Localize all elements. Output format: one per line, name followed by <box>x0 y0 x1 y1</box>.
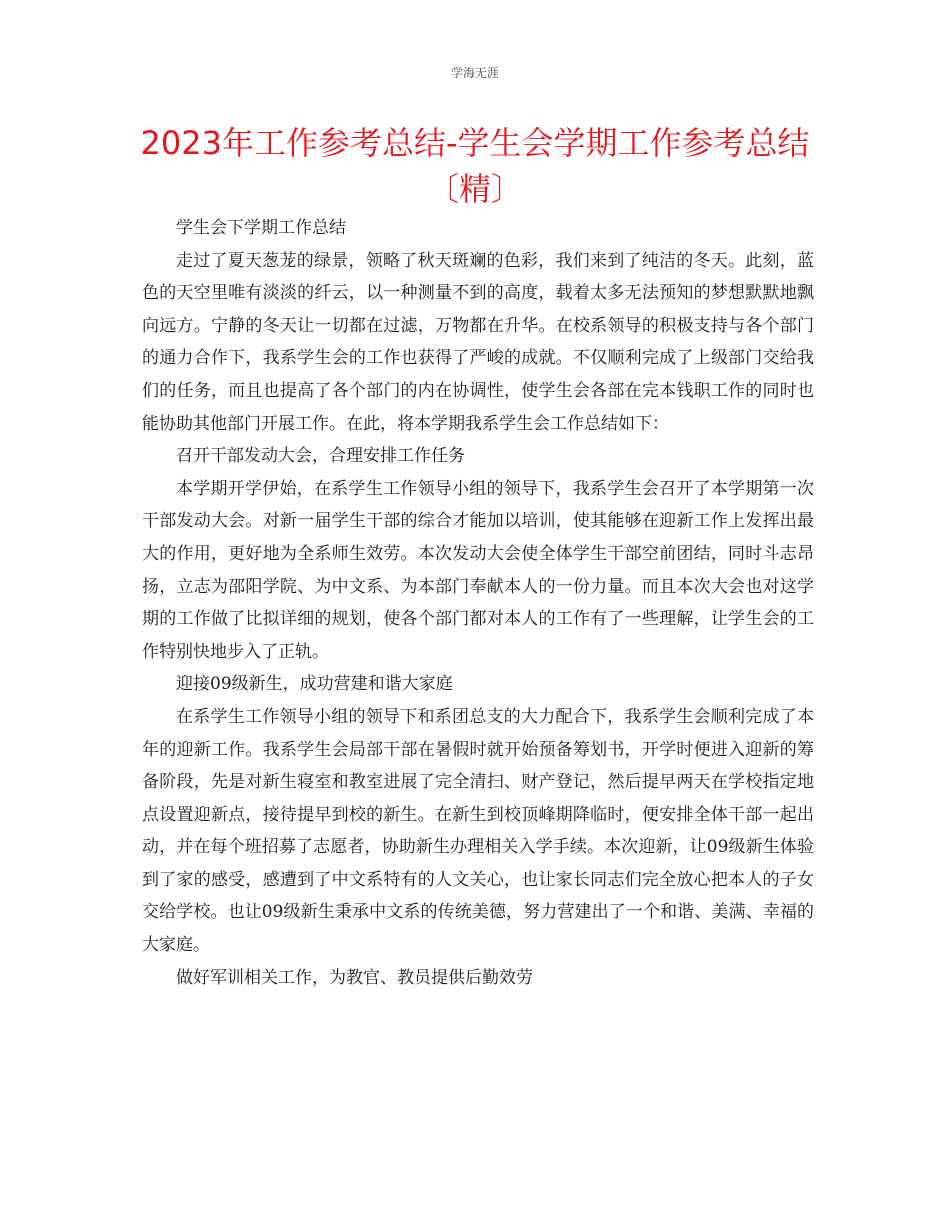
section-heading: 做好军训相关工作，为教官、教员提供后勤效劳 <box>176 967 533 988</box>
section-heading: 学生会下学期工作总结 <box>176 218 346 238</box>
document-title: 2023年工作参考总结-学生会学期工作参考总结〔精〕 <box>140 124 810 208</box>
page-header-note: 学海无涯 <box>450 66 499 80</box>
section-heading: 召开干部发动大会，合理安排工作任务 <box>176 446 465 467</box>
body-paragraph: 走过了夏天葱茏的绿景，领略了秋天斑斓的色彩，我们来到了纯洁的冬天。此刻，蓝色的天空里唯有淡淡的纤云，以一种测量不到的高度，载着太多无法预知的梦想默默地飘向远方。宁静的冬天让一切都在过滤，万物都在升华。在校系领导的积极支持与各个部门的通力合作下，我系学生会的工作也获得了严峻的成就。不仅顺利完成了上级部门交给我们的任务，而且也提高了各个部门的内在协调性，使学生会各部在完本钱职工作的同时也能协助其他部门开展工作。在此，将本学期我系学生会工作总结如下： <box>142 250 814 434</box>
body-paragraph: 在系学生工作领导小组的领导下和系团总支的大力配合下，我系学生会顺利完成了本年的迎新工作。我系学生会局部干部在暑假时就开始预备筹划书，开学时便进入迎新的筹备阶段，先是对新生寝室和教室进展了完全清扫、财产登记，然后提早两天在学校指定地点设置迎新点，接待提早到校的新生。在新生到校顶峰期降临时，便安排全体干部一起出动，并在每个班招募了志愿者，协助新生办理相关入学手续。本次迎新，让09级新生体验到了家的感受，感遭到了中文系特有的人文关心，也让家长同志们完全放心把本人的子女交给学校。也让09级新生秉承中文系的传统美德，努力营建出了一个和谐、美满、幸福的大家庭。 <box>142 706 814 956</box>
document-body <box>142 212 814 994</box>
section-heading: 迎接09级新生，成功营建和谐大家庭 <box>176 674 453 695</box>
body-paragraph: 本学期开学伊始，在系学生工作领导小组的领导下，我系学生会召开了本学期第一次干部发动大会。对新一届学生干部的综合才能加以培训，使其能够在迎新工作上发挥出最大的作用，更好地为全系师生效劳。本次发动大会使全体学生干部空前团结，同时斗志昂扬，立志为邵阳学院、为中文系、为本部门奉献本人的一份力量。而且本次大会也对这学期的工作做了比拟详细的规划，使各个部门都对本人的工作有了一些理解，让学生会的工作特别快地步入了正轨。 <box>142 478 814 662</box>
